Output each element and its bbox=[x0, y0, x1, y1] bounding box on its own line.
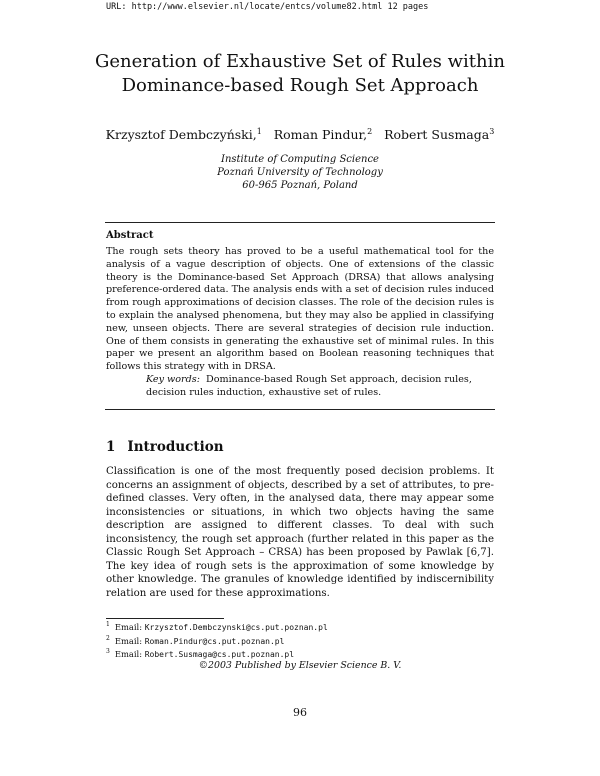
abstract-top-rule bbox=[105, 222, 495, 223]
footnote-label: Email: bbox=[114, 621, 143, 632]
footnote-list bbox=[106, 620, 494, 661]
affiliation-university: Poznań University of Technology bbox=[217, 167, 383, 178]
author-name: Krzysztof Dembczyński, bbox=[105, 127, 257, 143]
footnote-item bbox=[106, 647, 494, 661]
paper-title bbox=[60, 50, 540, 98]
footnote-item bbox=[106, 634, 494, 648]
footnote-item bbox=[106, 620, 494, 634]
copyright-symbol: © bbox=[198, 660, 209, 671]
keywords-label: Key words: bbox=[146, 374, 200, 385]
author-footnote-mark: 2 bbox=[367, 127, 373, 136]
abstract-text: The rough sets theory has proved to be a useful mathematical tool for the analysis of a vague description of objects. One of extensions of the classic theory is the Dominance-based Set Approach (DRSA) that allows analysing preference-ordered data. The analysis ends with a set of decision rules induced from rough approximations of decision classes. The role of the decision rules is to explain the analysed phenomena, but they may also be applied in classifying new, unseen objects. There are several strategies of decision rule induction. One of them consists in generating the exhaustive set of minimal rules. In this paper we present an algorithm based on Boolean reasoning techniques that follows this strategy with in DRSA. bbox=[106, 246, 494, 373]
page-number: 96 bbox=[293, 706, 307, 719]
author-name: Roman Pindur, bbox=[273, 127, 368, 143]
footnote-email: Roman.Pindur@cs.put.poznan.pl bbox=[144, 636, 285, 646]
footnote-label: Email: bbox=[114, 635, 143, 646]
keywords bbox=[146, 373, 476, 399]
title-line-2: Dominance-based Rough Set Approach bbox=[121, 75, 479, 96]
footnote-email: Robert.Susmaga@cs.put.poznan.pl bbox=[144, 649, 295, 659]
affiliation-address: 60-965 Poznań, Poland bbox=[242, 180, 358, 191]
copyright-notice bbox=[106, 660, 494, 671]
source-url-line: URL: http://www.elsevier.nl/locate/entcs/volume82.html 12 pages bbox=[106, 2, 429, 12]
title-line-1: Generation of Exhaustive Set of Rules within bbox=[95, 51, 505, 72]
footnote-label: Email: bbox=[114, 648, 143, 659]
section-title: Introduction bbox=[127, 439, 224, 455]
affiliation bbox=[120, 153, 480, 192]
footnote-rule bbox=[106, 618, 224, 619]
author-name: Robert Susmaga bbox=[384, 127, 490, 143]
section-heading bbox=[106, 439, 224, 455]
abstract-bottom-rule bbox=[105, 409, 495, 410]
affiliation-institute: Institute of Computing Science bbox=[221, 154, 379, 165]
copyright-text: 2003 Published by Elsevier Science B. V. bbox=[208, 660, 402, 671]
footnote-mark: 1 bbox=[106, 621, 110, 628]
author-footnote-mark: 3 bbox=[489, 127, 495, 136]
footnote-mark: 2 bbox=[106, 634, 110, 642]
abstract-heading: Abstract bbox=[106, 230, 154, 241]
footnote-email: Krzysztof.Dembczynski@cs.put.poznan.pl bbox=[144, 622, 328, 632]
keywords-text: Dominance-based Rough Set approach, decision rules, decision rules induction, exhaustive set of rules. bbox=[146, 374, 472, 398]
footnote-mark: 3 bbox=[106, 648, 110, 656]
section-number: 1 bbox=[106, 439, 116, 455]
author-list bbox=[60, 127, 540, 142]
author-footnote-mark: 1 bbox=[256, 127, 262, 136]
introduction-paragraph: Classification is one of the most frequently posed decision problems. It concerns an assignment of objects, described by a set of attributes, to pre-defined classes. Very often, in the analysed data, there may appear some inconsistencies or situations, in which two objects having the same description are assigned to different classes. To deal with such inconsistency, the rough set approach (further related in this paper as the Classic Rough Set Approach – CRSA) has been proposed by Pawlak [6,7]. The key idea of rough sets is the approximation of some knowledge by other knowledge. The granules of knowledge identified by indiscernibility relation are used for these approximations. bbox=[106, 466, 494, 599]
